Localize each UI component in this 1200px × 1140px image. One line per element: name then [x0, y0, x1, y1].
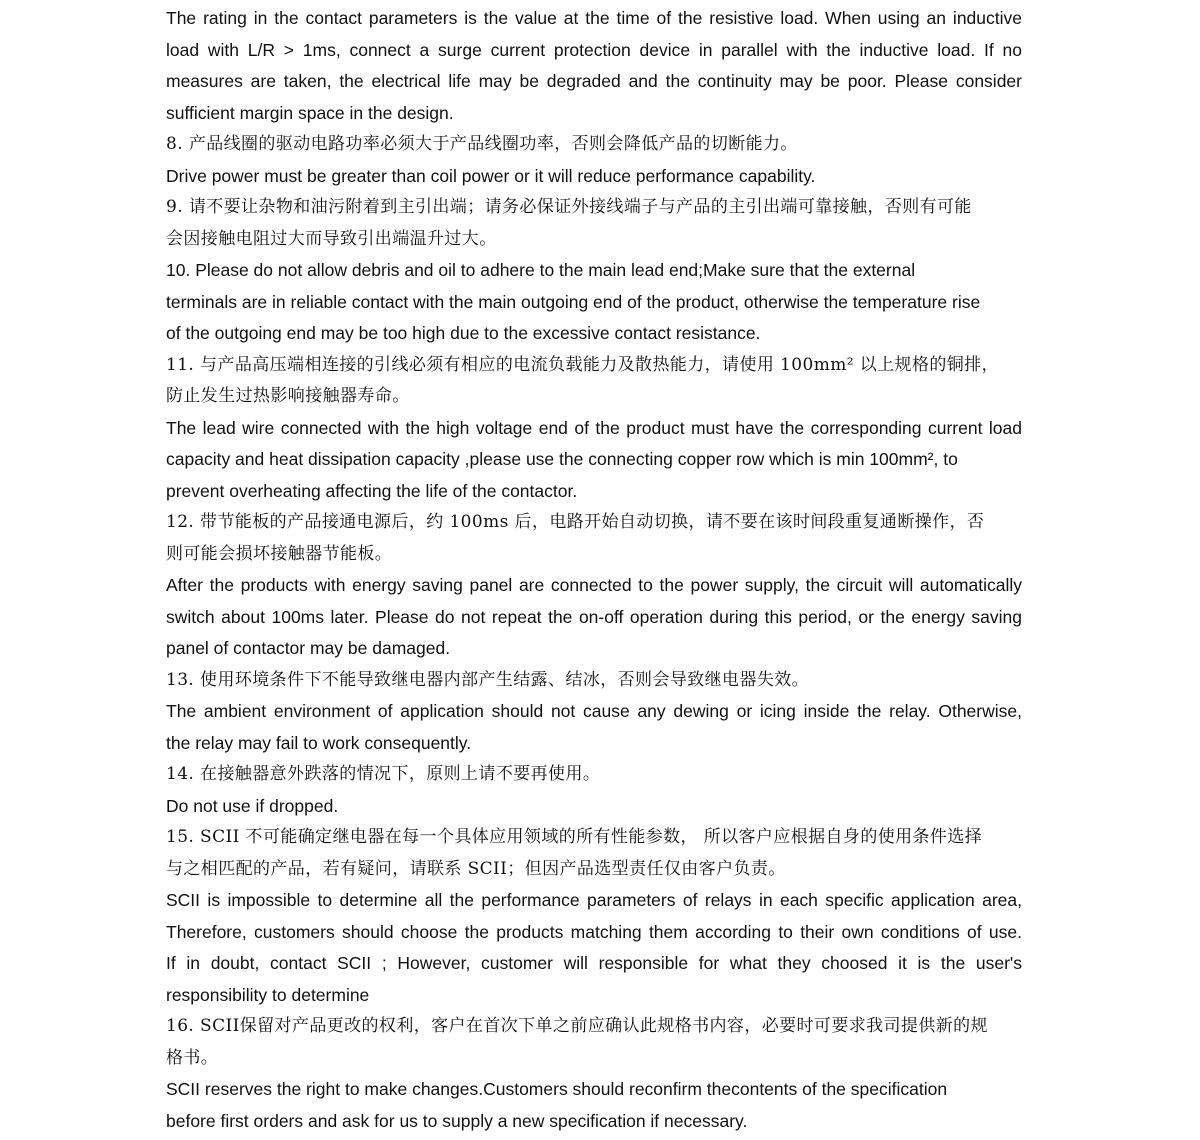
- text-line: The ambient environment of application should not cause any dewing or icing inside the relay. Otherwise,: [166, 701, 1022, 721]
- text-line: The lead wire connected with the high voltage end of the product must have the corresponding current load: [166, 417, 1022, 438]
- text-line: responsibility to determine: [166, 984, 370, 1005]
- text-line: 11. 与产品高压端相连接的引线必须有相应的电流负载能力及散热能力，请使用 100mm² 以上规格的铜排，: [166, 354, 999, 375]
- text-line: Do not use if dropped.: [166, 795, 339, 816]
- text-line: 8. 产品线圈的驱动电路功率必须大于产品线圈功率，否则会降低产品的切断能力。: [166, 134, 798, 154]
- text-line: Drive power must be greater than coil power or it will reduce performance capability.: [166, 165, 816, 186]
- text-line: Therefore, customers should choose the products matching them according to their own conditions of use.: [166, 921, 1022, 942]
- text-line: capacity and heat dissipation capacity ,please use the connecting copper row which is min 100mm², to: [166, 449, 958, 469]
- text-line: 防止发生过热影响接触器寿命。: [166, 386, 410, 406]
- text-line: panel of contactor may be damaged.: [166, 638, 451, 658]
- text-line: prevent overheating affecting the life of the contactor.: [166, 480, 578, 501]
- text-line: 16. SCII保留对产品更改的权利，客户在首次下单之前应确认此规格书内容，必要时可要求我司提供新的规: [166, 1016, 988, 1036]
- text-line: After the products with energy saving panel are connected to the power supply, the circuit will automatically: [166, 575, 1022, 595]
- text-line: 则可能会损坏接触器节能板。: [166, 543, 393, 564]
- text-line: terminals are in reliable contact with the main outgoing end of the product, otherwise the temperature rise: [166, 291, 981, 312]
- text-line: The rating in the contact parameters is the value at the time of the resistive load. When using an inductive: [166, 8, 1022, 28]
- text-line: of the outgoing end may be too high due to the excessive contact resistance.: [166, 323, 761, 343]
- text-line: SCII is impossible to determine all the performance parameters of relays in each specific application area,: [166, 890, 1022, 910]
- text-line: 9. 请不要让杂物和油污附着到主引出端；请务必保证外接线端子与产品的主引出端可靠接触，否则有可能: [166, 197, 972, 217]
- text-line: If in doubt, contact SCII ; However, customer will responsible for what they choosed it is the user's: [166, 953, 1022, 973]
- text-line: 格书。: [166, 1047, 219, 1068]
- text-line: 会因接触电阻过大而导致引出端温升过大。: [166, 228, 497, 249]
- text-line: sufficient margin space in the design.: [166, 102, 454, 123]
- text-line: 与之相匹配的产品，若有疑问，请联系 SCII；但因产品选型责任仅由客户负责。: [166, 858, 786, 879]
- document-body: [166, 3, 1022, 1137]
- text-line: 14. 在接触器意外跌落的情况下，原则上请不要再使用。: [166, 764, 601, 784]
- text-line: load with L/R > 1ms, connect a surge current protection device in parallel with the inductive load. If no: [166, 39, 1022, 60]
- text-line: the relay may fail to work consequently.: [166, 732, 472, 753]
- text-line: before first orders and ask for us to supply a new specification if necessary.: [166, 1110, 748, 1131]
- text-line: switch about 100ms later. Please do not repeat the on-off operation during this period, or the energy saving: [166, 606, 1022, 627]
- text-line: 12. 带节能板的产品接通电源后，约 100ms 后，电路开始自动切换，请不要在该时间段重复通断操作，否: [166, 512, 985, 532]
- text-line: measures are taken, the electrical life may be degraded and the continuity may be poor. Please consider: [166, 71, 1022, 91]
- text-line: 10. Please do not allow debris and oil to adhere to the main lead end;Make sure that the external: [166, 260, 916, 280]
- text-line: SCII reserves the right to make changes.Customers should reconfirm thecontents of the specification: [166, 1079, 948, 1099]
- text-line: 13. 使用环境条件下不能导致继电器内部产生结露、结冰，否则会导致继电器失效。: [166, 669, 810, 690]
- text-line: 15. SCII 不可能确定继电器在每一个具体应用领域的所有性能参数， 所以客户应根据自身的使用条件选择: [166, 827, 983, 847]
